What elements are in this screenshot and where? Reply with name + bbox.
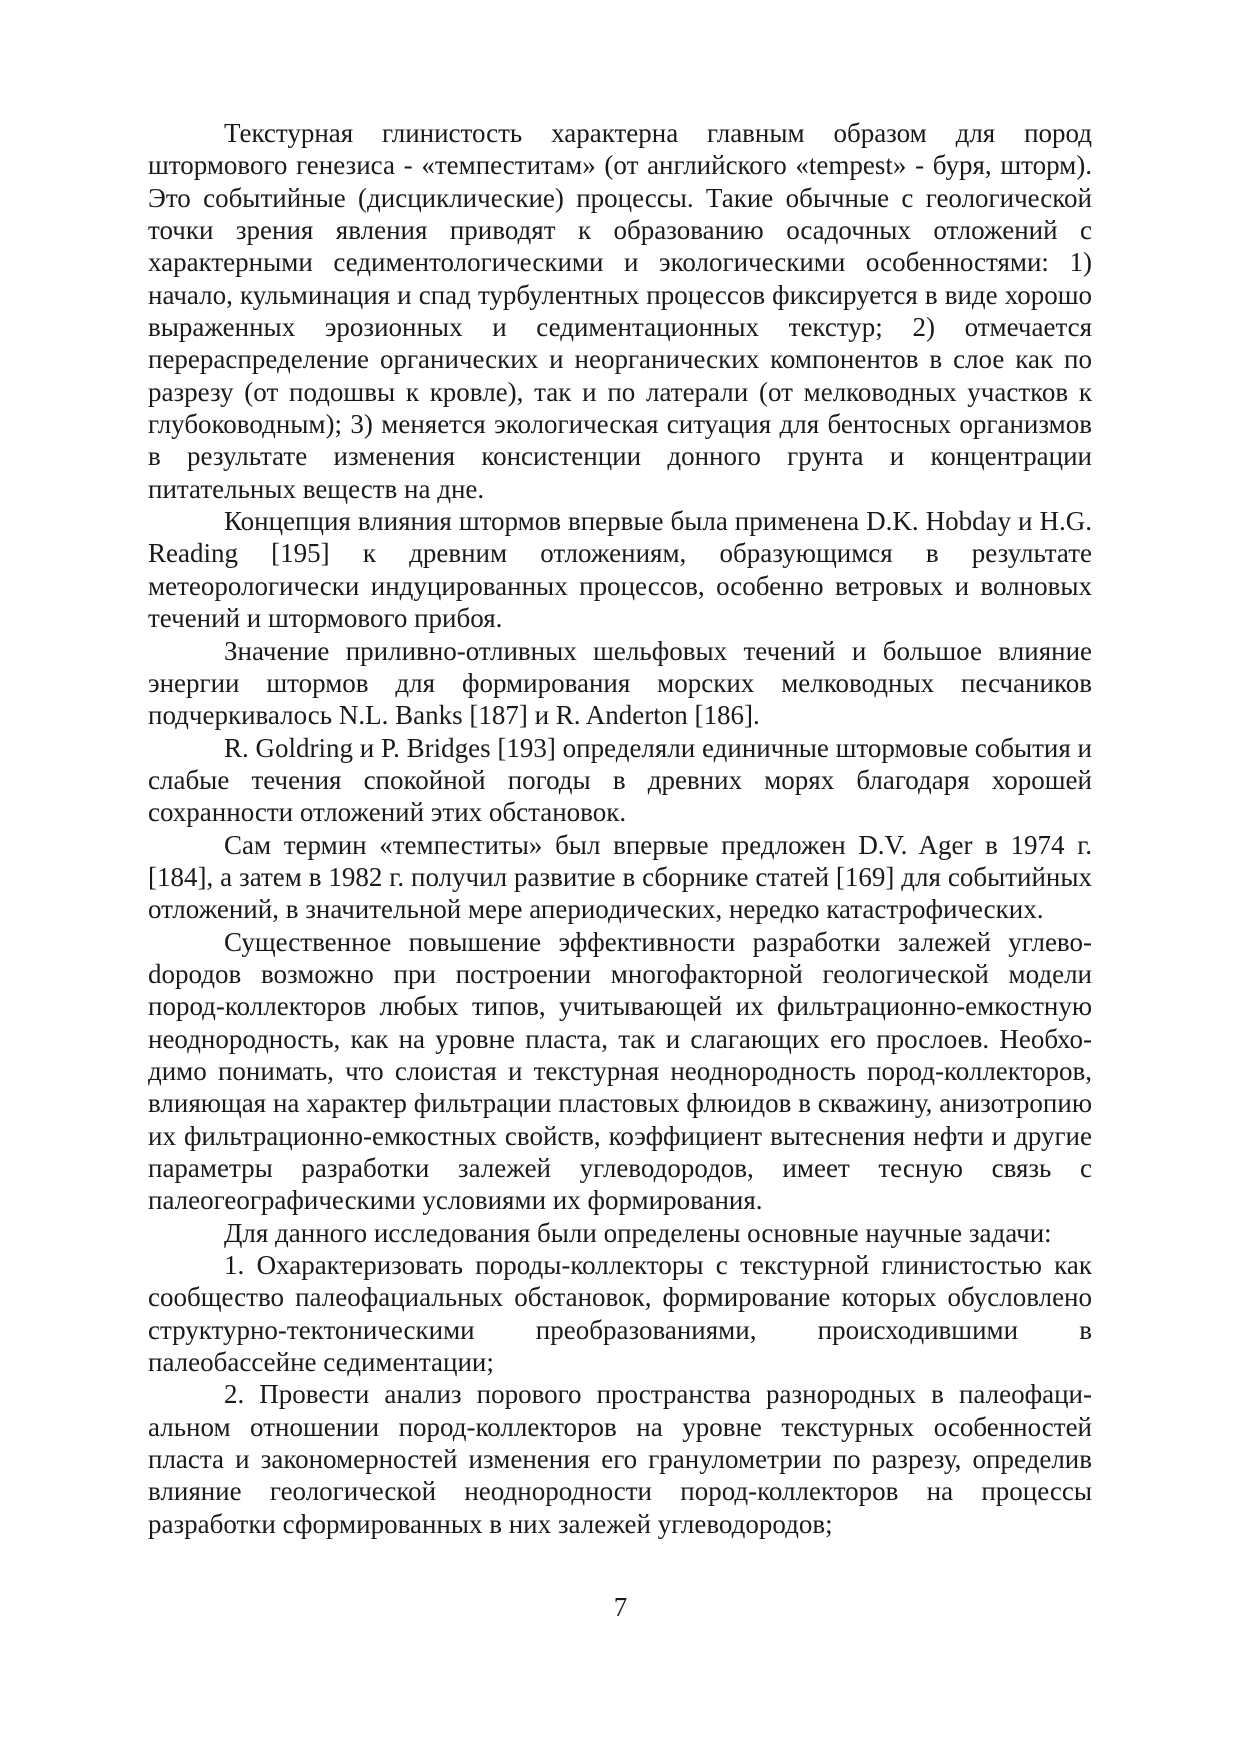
paragraph-goldring-bridges: R. Goldring и P. Bridges [193] определяли единичные штормовые события и слабые течения спокойной погоды в древних морях благодаря хорошей сохранности отложений этих обстановок. <box>148 732 1092 828</box>
paragraph-ager-term: Сам термин «темпеститы» был впервые предложен D.V. Ager в 1974 г. [184], а затем в 1982 г. получил развитие в сборнике статей [169] для событийных отложений, в значительной мере апериодических, нередко катастрофических. <box>148 829 1092 925</box>
paragraph-banks-anderton: Значение приливно-отливных шельфовых течений и большое влияние энергии штормов для формирования морских мелководных песчаников подчеркивалось N.L. Banks [187] и R. Anderton [186]. <box>148 635 1092 731</box>
paragraph-task-1: 1. Охарактеризовать породы-коллекторы с текстурной глинистостью как сообщество палеофациальных обстановок, формирование которых обусловлено структурно-тектоническими преобразованиями, происходившими в палеобассейне седиментации; <box>148 1250 1092 1378</box>
paragraph-tasks-intro: Для данного исследования были определены основные научные задачи: <box>224 1217 1052 1248</box>
page-number: 7 <box>613 1592 628 1622</box>
paragraph-efficiency: Существенное повышение эффективности разработки залежей углевоdородов возможно при построении многофакторной геологической модели пород-коллекторов любых типов, учитывающей их фильтрационно-емкостную неоднородность, как на уровне пласта, так и слагающих его прослоев. Необходимо понимать, что слоистая и текстурная неоднородность пород-коллекторов, влияющая на характер фильтрации пластовых флюидов в скважину, анизотропию их фильтрационно-емкостных свойств, коэффициент вытеснения нефти и другие параметры разработки залежей углеводородов, имеет тесную связь с палеогеографическими условиями их формирования. <box>148 926 1092 1216</box>
body-text <box>148 117 1092 1540</box>
paragraph-hobday-reading: Концепция влияния штормов впервые была применена D.K. Hobday и H.G. Reading [195] к древним отложениям, образующимся в результате метеорологически индуцированных процессов, особенно ветровых и волновых течений и штормового прибоя. <box>148 506 1092 634</box>
paragraph-task-2: 2. Провести анализ порового пространства разнородных в палеофациальном отношении пород-коллекторов на уровне текстурных особенностей пласта и закономерностей изменения его гранулометрии по разрезу, определив влияние геологической неоднородности пород-коллекторов на процессы разработки сформированных в них залежей углеводородов; <box>148 1379 1092 1539</box>
paragraph-tempestites-intro: Текстурная глинистость характерна главным образом для пород штормового генезиса - «темпеститам» (от английского «tempest» - буря, шторм). Это событийные (дисциклические) процессы. Такие обычные с геологической точки зрения явления приводят к образованию осадочных отложений с характерными седиментологическими и экологическими особенностями: 1) начало, кульминация и спад турбулентных процессов фиксируется в виде хорошо выраженных эрозионных и седиментационных текстур; 2) отмечается перераспределение органических и неорганических компонентов в слое как по разрезу (от подошвы к кровле), так и по латерали (от мелководных участков к глубоководным); 3) меняется экологическая ситуация для бентосных организмов в результате изменения консистенции донного грунта и концентрации питательных веществ на дне. <box>148 118 1092 504</box>
